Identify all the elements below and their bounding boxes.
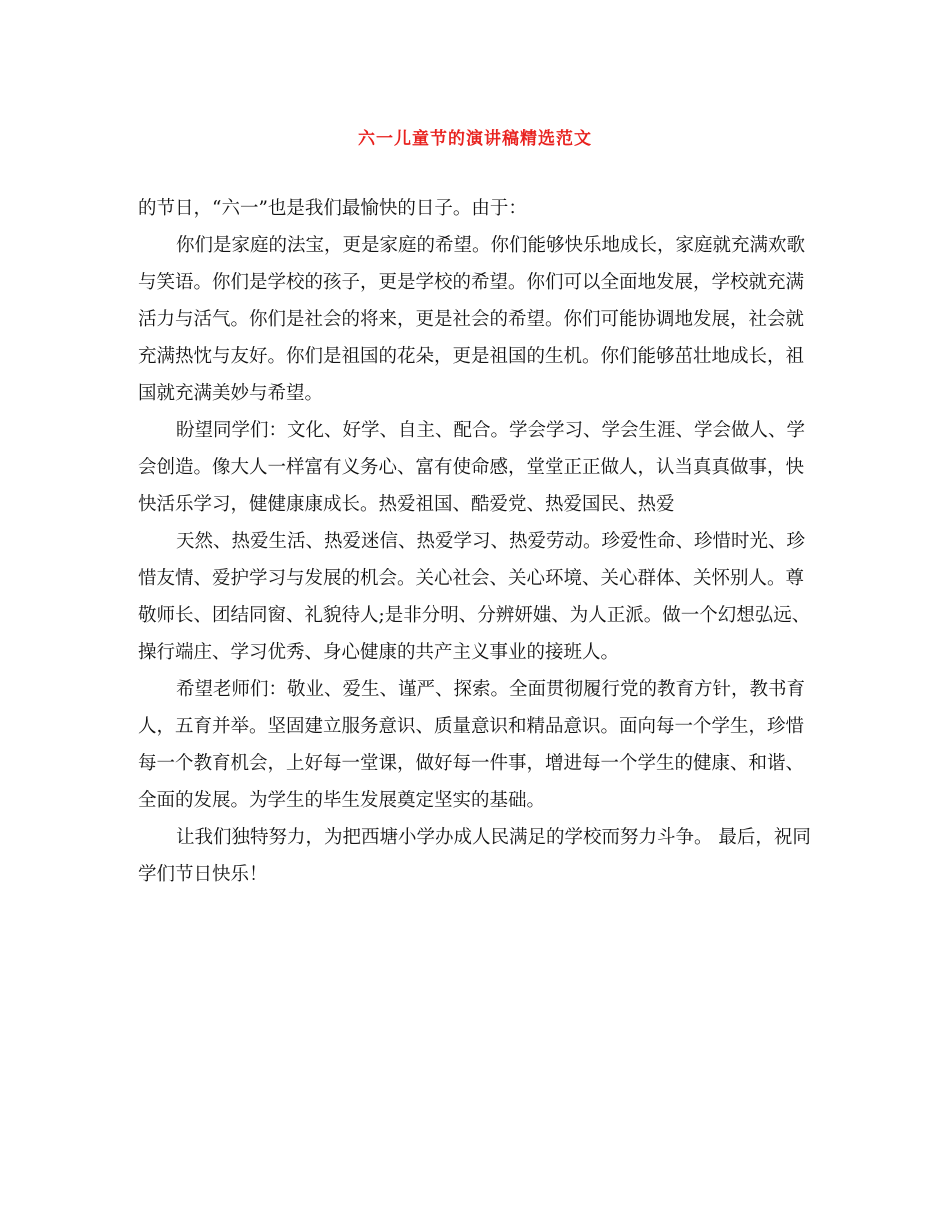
paragraph-1: 的节日，“六一”也是我们最愉快的日子。由于： xyxy=(138,198,527,219)
paragraph-4: 天然、热爱生活、热爱迷信、热爱学习、热爱劳动。珍爱性命、珍惜时光、珍惜友情、爱护学习与发展的机会。关心社会、关心环境、关心群体、关怀别人。尊敬师长、团结同窗、礼貌待人;是非分明、分辨妍媸、为人正派。做一个幻想弘远、操行端庄、学习优秀、身心健康的共产主义事业的接班人。 xyxy=(138,531,811,663)
paragraph-3: 盼望同学们：文化、好学、自主、配合。学会学习、学会生涯、学会做人、学会创造。像大人一样富有义务心、富有使命感，堂堂正正做人，认当真真做事，快快活乐学习，健健康康成长。热爱祖国、酷爱党、热爱国民、热爱 xyxy=(138,420,806,515)
document-body xyxy=(138,190,818,893)
paragraph-2: 你们是家庭的法宝，更是家庭的希望。你们能够快乐地成长，家庭就充满欢歌与笑语。你们是学校的孩子，更是学校的希望。你们可以全面地发展，学校就充满活力与活气。你们是社会的将来，更是社会的希望。你们可能协调地发展，社会就充满热忱与友好。你们是祖国的花朵，更是祖国的生机。你们能够茁壮地成长，祖国就充满美妙与希望。 xyxy=(138,235,806,404)
paragraph-5: 希望老师们：敬业、爱生、谨严、探索。全面贯彻履行党的教育方针，教书育人，五育并举。坚固建立服务意识、质量意识和精品意识。面向每一个学生，珍惜每一个教育机会，上好每一堂课，做好每一件事，增进每一个学生的健康、和谐、全面的发展。为学生的毕生发展奠定坚实的基础。 xyxy=(138,679,806,811)
document-title: 六一儿童节的演讲稿精选范文 xyxy=(358,129,592,149)
paragraph-6: 让我们独特努力，为把西塘小学办成人民满足的学校而努力斗争。 最后，祝同学们节日快乐！ xyxy=(138,827,811,885)
